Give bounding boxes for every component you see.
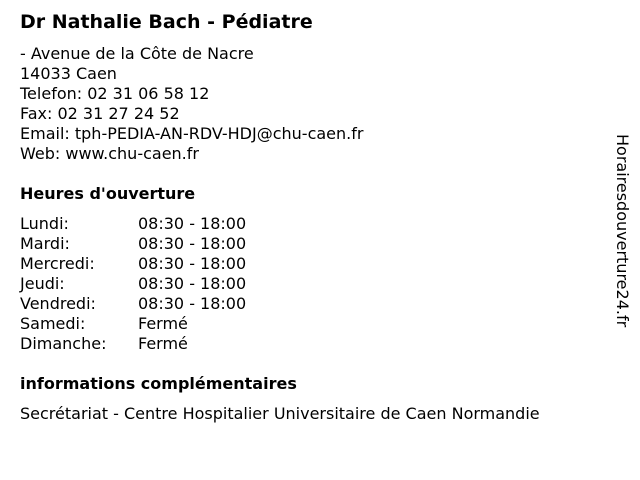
- info-text: Secrétariat - Centre Hospitalier Universitaire de Caen Normandie: [20, 404, 540, 423]
- day-label: Vendredi:: [20, 294, 96, 313]
- phone-line: Telefon: 02 31 06 58 12: [20, 84, 210, 103]
- day-label: Jeudi:: [20, 274, 65, 293]
- time-value: 08:30 - 18:00: [138, 294, 247, 313]
- day-label: Mardi:: [20, 234, 70, 253]
- page-title: Dr Nathalie Bach - Pédiatre: [20, 11, 313, 33]
- day-label: Dimanche:: [20, 334, 107, 353]
- day-label: Lundi:: [20, 214, 69, 233]
- time-value: Fermé: [138, 314, 188, 333]
- day-label: Samedi:: [20, 314, 86, 333]
- time-value: 08:30 - 18:00: [138, 234, 247, 253]
- time-value: 08:30 - 18:00: [138, 214, 247, 233]
- email-line: Email: tph-PEDIA-AN-RDV-HDJ@chu-caen.fr: [20, 124, 364, 143]
- contact-block: [20, 44, 363, 164]
- fax-line: Fax: 02 31 27 24 52: [20, 104, 180, 123]
- time-value: 08:30 - 18:00: [138, 254, 247, 273]
- time-value: 08:30 - 18:00: [138, 274, 247, 293]
- web-line: Web: www.chu-caen.fr: [20, 144, 199, 163]
- time-value: Fermé: [138, 334, 188, 353]
- day-label: Mercredi:: [20, 254, 95, 273]
- info-heading: informations complémentaires: [20, 374, 297, 393]
- hours-heading: Heures d'ouverture: [20, 184, 196, 203]
- address-street: - Avenue de la Côte de Nacre: [20, 44, 254, 63]
- site-watermark: Horairesdouverture24.fr: [613, 134, 632, 328]
- address-city: 14033 Caen: [20, 64, 117, 83]
